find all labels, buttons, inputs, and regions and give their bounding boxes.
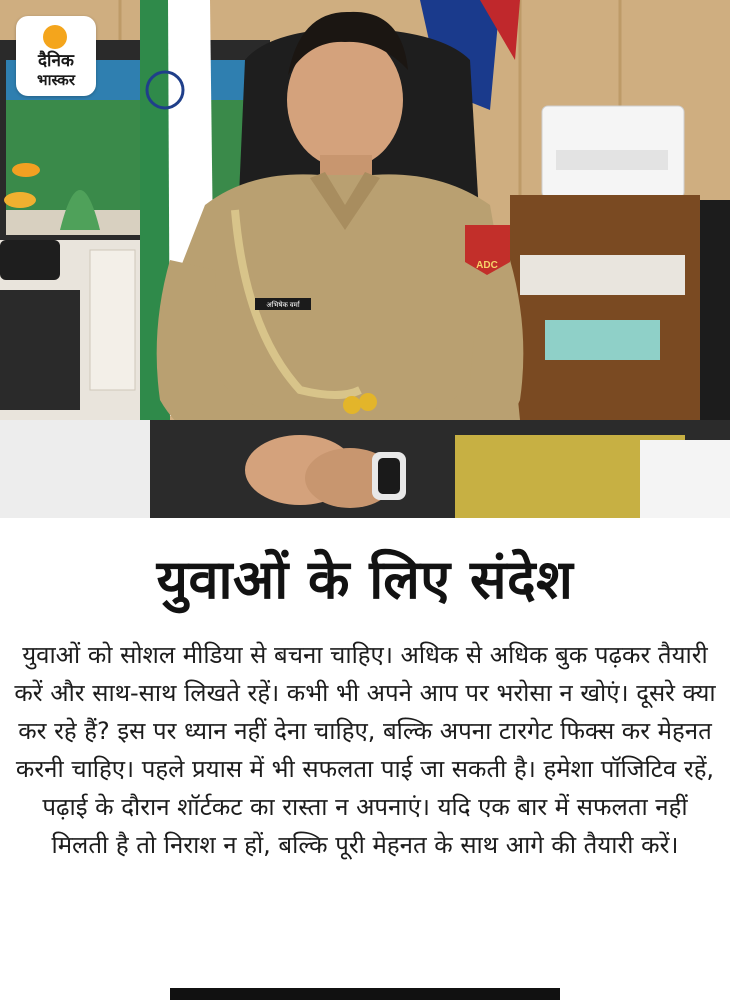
body-paragraph: युवाओं को सोशल मीडिया से बचना चाहिए। अधिक से अधिक बुक पढ़कर तैयारी करें और साथ-साथ लिखते रहें। कभी भी अपने आप पर भरोसा न खोएं। दूसरे क्या कर रहे हैं? इस पर ध्यान नहीं देना चाहिए, बल्कि अपना टारगेट फिक्स कर मेहनत करनी चाहिए। पहले प्रयास में भी सफलता पाई जा सकती है। हमेशा पॉजिटिव रहें, पढ़ाई के दौरान शॉर्टकट का रास्ता न अपनाएं। यदि एक बार में सफलता नहीं मिलती है तो निराश न हों, बल्कि पूरी मेहनत के साथ आगे की तैयारी करें।: [14, 641, 716, 859]
bottom-divider-bar: [170, 988, 560, 1000]
dainik-bhaskar-logo: [16, 16, 96, 96]
printer: [542, 106, 684, 198]
adc-badge-text: ADC: [476, 260, 498, 271]
headline: युवाओं के लिए संदेश: [156, 548, 574, 611]
name-plate-text: अभिषेक वर्मा: [266, 302, 300, 309]
logo-line-2: भास्कर: [37, 71, 75, 89]
logo-line-1: दैनिक: [38, 51, 74, 71]
sun-icon: [43, 25, 67, 49]
